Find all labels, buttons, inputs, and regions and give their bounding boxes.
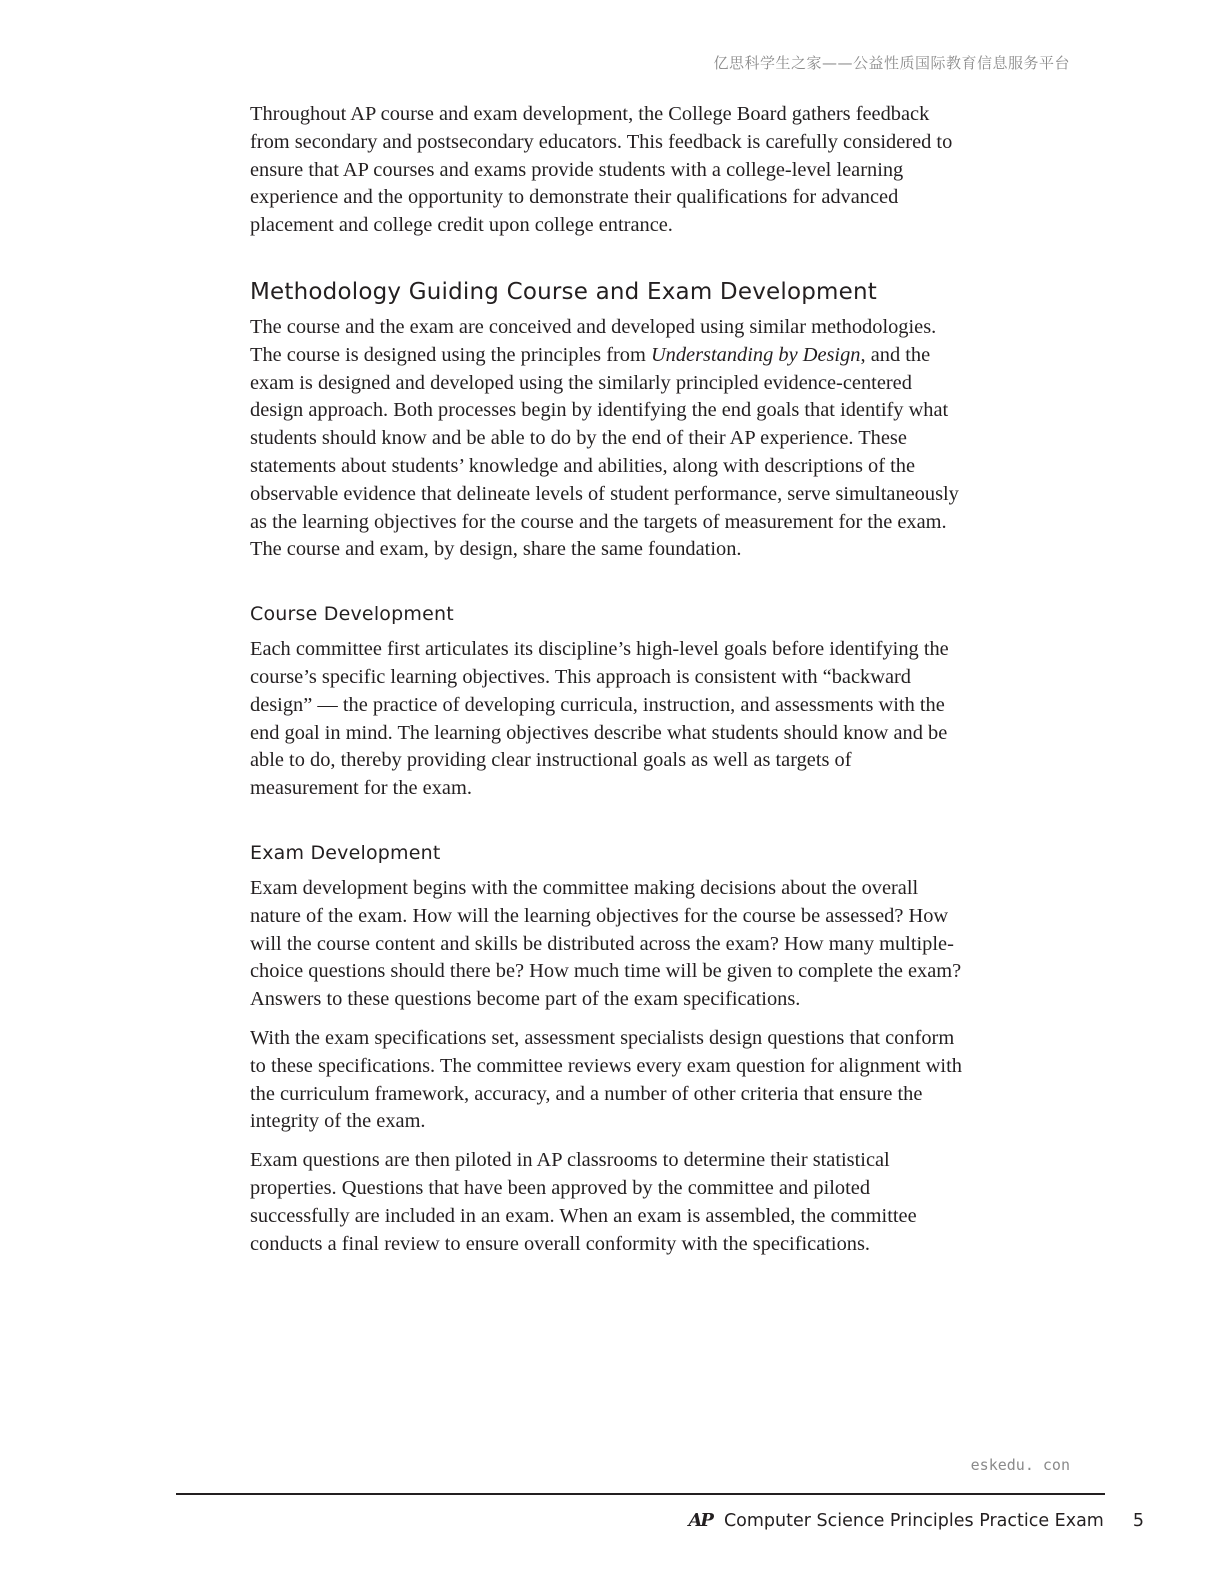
methodology-text-before: The course and the exam are conceived and developed using similar methodologies. The course is designed using the principles from xyxy=(250,315,937,366)
header-watermark: 亿思科学生之家——公益性质国际教育信息服务平台 xyxy=(713,54,1070,72)
course-development-paragraph: Each committee first articulates its discipline’s high-level goals before identifying the course’s specific learning objectives. This approach is consistent with “backward design” — the practice of developing curricula, instruction, and assessments with the end goal in mind. The learning objectives describe what students should know and be able to do, thereby providing clear instructional goals as well as targets of measurement for the exam. xyxy=(250,638,949,800)
exam-development-paragraph: Exam questions are then piloted in AP classrooms to determine their statistical properties. Questions that have been approved by the committee and piloted successfully are included in an exam. When an exam is assembled, the committee conducts a final review to ensure overall conformity with the specifications. xyxy=(250,1149,917,1255)
ap-logo: AP xyxy=(688,1510,712,1531)
methodology-paragraph xyxy=(250,314,962,564)
methodology-text-after: , and the exam is designed and developed using the similarly principled evidence-centered design approach. Both processes begin by identifying the end goals that identify what students should know and be able to do by the end of their AP experience. These statements about students’ knowledge and abilities, along with descriptions of the observable evidence that delineate levels of student performance, serve simultaneously as the learning objectives for the course and the targets of measurement for the exam. The course and exam, by design, share the same foundation. xyxy=(250,343,959,561)
intro-paragraph: Throughout AP course and exam development, the College Board gathers feedback from secondary and postsecondary educators. This feedback is carefully considered to ensure that AP courses and exams provide students with a college-level learning experience and the opportunity to demonstrate their qualifications for advanced placement and college credit upon college entrance. xyxy=(250,103,953,237)
footer-exam-title: Computer Science Principles Practice Exam xyxy=(723,1511,1104,1531)
methodology-heading: Methodology Guiding Course and Exam Development xyxy=(250,278,877,305)
exam-development-heading: Exam Development xyxy=(250,841,441,864)
exam-development-paragraph: Exam development begins with the committee making decisions about the overall nature of the exam. How will the learning objectives for the course be assessed? How will the course content and skills be distributed across the exam? How many multiple-choice questions should there be? How much time will be given to complete the exam? Answers to these questions become part of the exam specifications. xyxy=(250,876,962,1011)
course-development-heading: Course Development xyxy=(250,603,454,626)
page-number: 5 xyxy=(1132,1511,1144,1531)
footer-divider xyxy=(176,1493,1105,1495)
page-footer xyxy=(688,1510,1144,1531)
book-title: Understanding by Design xyxy=(650,343,861,366)
footer-watermark: eskedu. con xyxy=(970,1456,1070,1474)
exam-development-paragraph: With the exam specifications set, assessment specialists design questions that conform to these specifications. The committee reviews every exam question for alignment with the curriculum framework, accuracy, and a number of other criteria that ensure the integrity of the exam. xyxy=(250,1026,962,1133)
page-content xyxy=(250,101,962,1258)
